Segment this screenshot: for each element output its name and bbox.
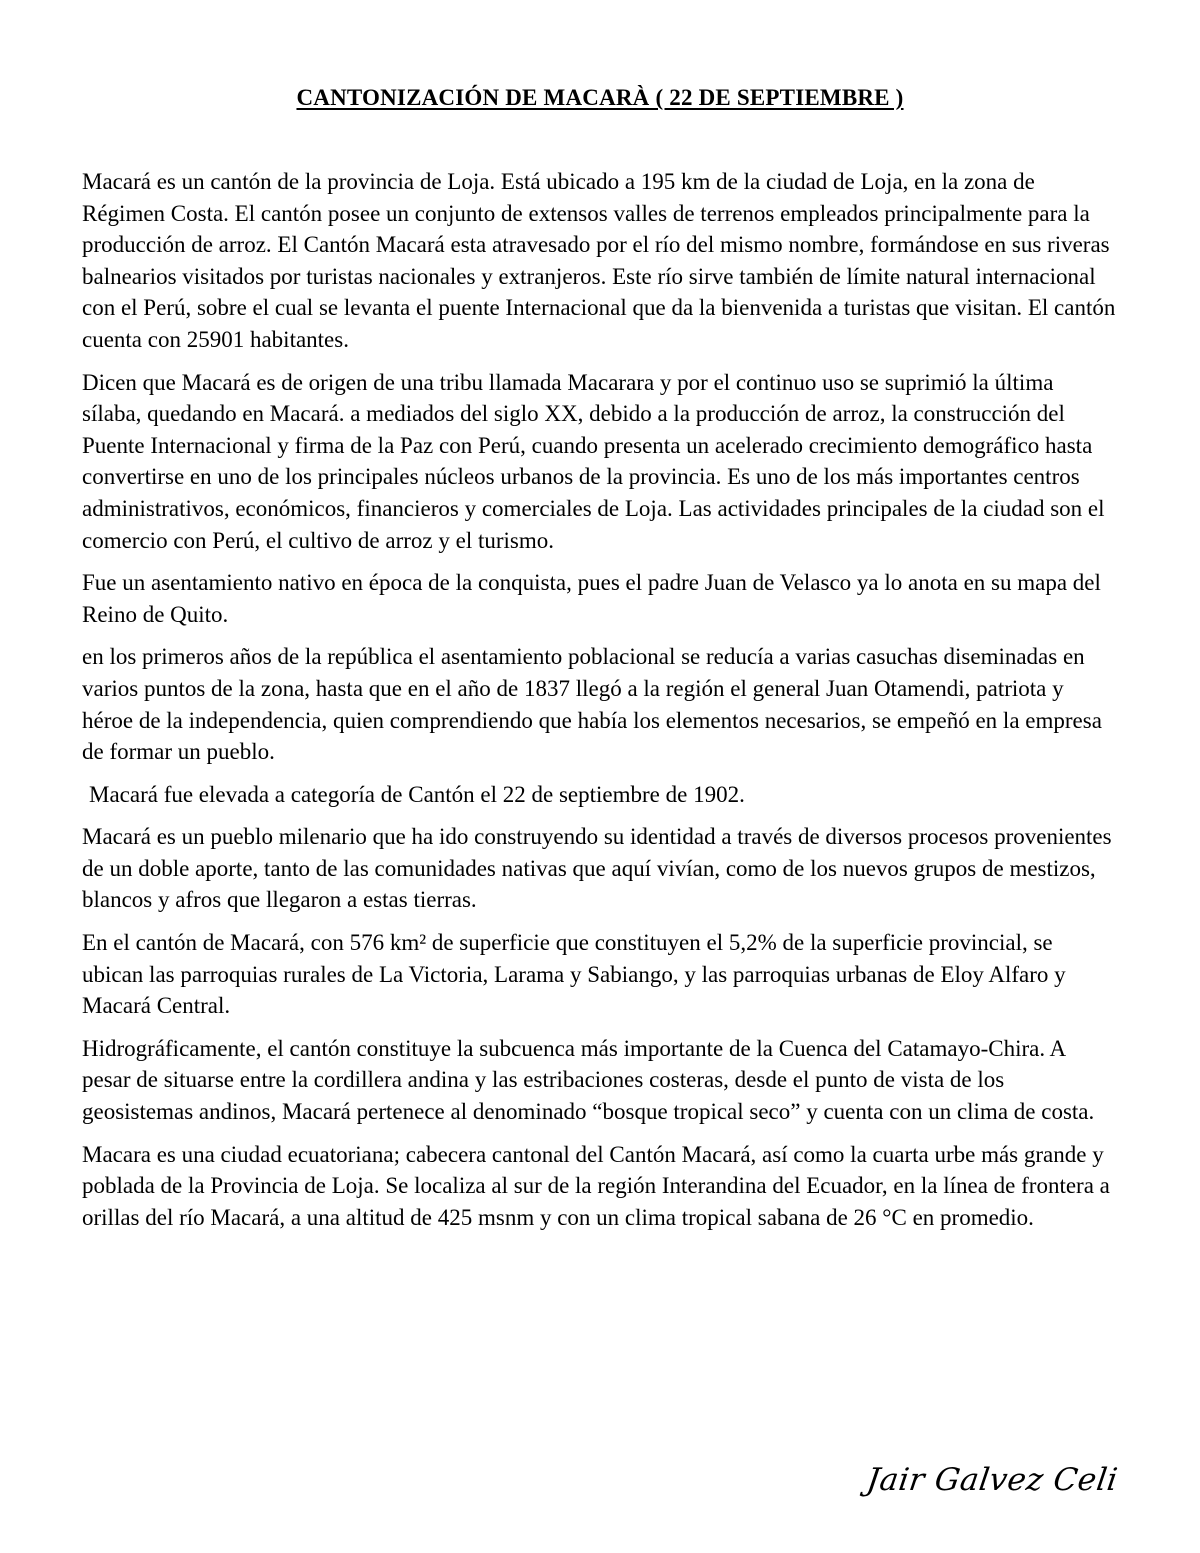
document-body [82, 166, 1118, 1244]
author-signature: Jair Galvez Celi [864, 1462, 1121, 1498]
document-title [0, 85, 1200, 111]
paragraph-conquest: Fue un asentamiento nativo en época de la conquista, pues el padre Juan de Velasco ya lo anota en su mapa del Reino de Quito. [82, 570, 1101, 627]
paragraph-hydrography: Hidrográficamente, el cantón constituye la subcuenca más importante de la Cuenca del Catamayo-Chira. A pesar de situarse entre la cordillera andina y las estribaciones costeras, desde el punto de vista de los geosistemas andinos, Macará pertenece al denominado “bosque tropical seco” y cuenta con un clima de costa. [82, 1035, 1095, 1125]
title-text: CANTONIZACIÓN DE MACARÀ ( 22 DE SEPTIEMBRE ) [296, 85, 904, 110]
paragraph-parishes: En el cantón de Macará, con 576 km² de superficie que constituyen el 5,2% de la superficie provincial, se ubican las parroquias rurales de La Victoria, Larama y Sabiango, y las parroquias urbanas de Eloy Alfaro y Macará Central. [82, 930, 1066, 1019]
paragraph-overview: Macará es un cantón de la provincia de Loja. Está ubicado a 195 km de la ciudad de Loja, en la zona de Régimen Costa. El cantón posee un conjunto de extensos valles de terrenos empleados principalmente para la producción de arroz. El Cantón Macará esta atravesado por el río del mismo nombre, formándose en sus riveras balnearios visitados por turistas nacionales y extranjeros. Este río sirve también de límite natural internacional con el Perú, sobre el cual se levanta el puente Internacional que da la bienvenida a turistas que visitan. El cantón cuenta con 25901 habitantes. [82, 169, 1116, 352]
paragraph-republic: en los primeros años de la república el asentamiento poblacional se reducía a varias casuchas diseminadas en varios puntos de la zona, hasta que en el año de 1837 llegó a la región el general Juan Otamendi, patriota y héroe de la independencia, quien comprendiendo que había los elementos necesarios, se empeñó en la empresa de formar un pueblo. [82, 644, 1102, 765]
paragraph-identity: Macará es un pueblo milenario que ha ido construyendo su identidad a través de diversos procesos provenientes de un doble aporte, tanto de las comunidades nativas que aquí vivían, como de los nuevos grupos de mestizos, blancos y afros que llegaron a estas tierras. [82, 824, 1112, 913]
paragraph-origin: Dicen que Macará es de origen de una tribu llamada Macarara y por el continuo uso se suprimió la última sílaba, quedando en Macará. a mediados del siglo XX, debido a la producción de arroz, la construcción del Puente Internacional y firma de la Paz con Perú, cuando presenta un acelerado crecimiento demográfico hasta convertirse en uno de los principales núcleos urbanos de la provincia. Es uno de los más importantes centros administrativos, económicos, financieros y comerciales de Loja. Las actividades principales de la ciudad son el comercio con Perú, el cultivo de arroz y el turismo. [82, 369, 1105, 553]
paragraph-cantonization: Macará fue elevada a categoría de Cantón el 22 de septiembre de 1902. [89, 781, 745, 807]
paragraph-city: Macara es una ciudad ecuatoriana; cabecera cantonal del Cantón Macará, así como la cuarta urbe más grande y poblada de la Provincia de Loja. Se localiza al sur de la región Interandina del Ecuador, en la línea de frontera a orillas del río Macará, a una altitud de 425 msnm y con un clima tropical sabana de 26 °C en promedio. [82, 1141, 1110, 1230]
